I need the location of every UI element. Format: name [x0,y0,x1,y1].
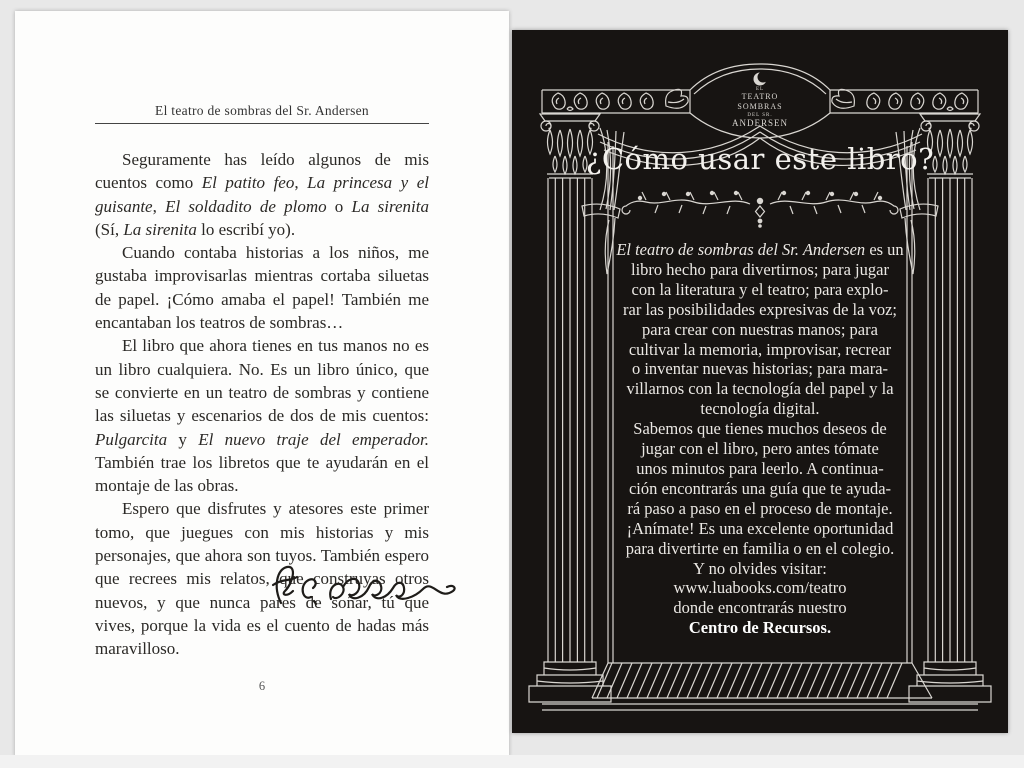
text-line: unos minutos para leerlo. A continua- [636,458,884,478]
svg-text:ANDERSEN: ANDERSEN [731,118,789,128]
text-line: o inventar nuevas historias; para mara- [631,359,889,379]
right-book-page [512,30,1008,733]
paragraph: Seguramente has leído algunos de mis cuentos como El patito feo, La princesa y el guisante, El soldadito de plomo o La sirenita (Sí, La sirenita lo escribí yo). [95,150,430,239]
svg-text:TEATRO: TEATRO [741,92,779,101]
right-page-body [596,240,924,638]
text-line: para crear con nuestras manos; para [642,319,878,339]
chapter-title: ¿Cómo usar este libro? [585,142,935,176]
text-line: ción encontrarás una guía que te ayuda- [628,478,892,498]
text-line: Sabemos que tienes muchos deseos de [633,419,887,439]
svg-text:EL: EL [755,87,765,92]
paragraph: Espero que disfrutes y atesores este primer tomo, que juegues con mis historias y mis personajes, que ahora son tuyos. También espero que recrees mis relatos, que construyas otros nuevos, y que nunca pares de soñar, tú que vives, porque la vida es el cuento de hadas más maravilloso. [95,499,429,659]
text-line: rar las posibilidades expresivas de la voz; [623,299,897,319]
website-link[interactable]: www.luabooks.com/teatro [673,578,847,598]
page-number: 6 [258,679,266,693]
stage-floor-slats [597,663,902,698]
header-rule [95,123,429,124]
running-header: El teatro de sombras del Sr. Andersen [155,103,369,118]
svg-text:SOMBRAS: SOMBRAS [737,102,783,111]
andersen-signature [267,557,459,619]
bottom-margin-strip [0,755,1024,768]
swan-icon [666,89,689,108]
text-line: donde encontrarás nuestro [673,598,847,618]
svg-text:DEL SR.: DEL SR. [747,113,773,118]
text-line: tecnología digital. [700,399,820,419]
text-line: Y no olvides visitar: [693,558,827,578]
text-line: jugar con el libro, pero antes tómate [641,439,879,459]
text-line: cultivar la memoria, improvisar, recrear [628,339,892,359]
flourish-divider [622,191,898,227]
text-line: El teatro de sombras del Sr. Andersen es un [616,240,904,259]
text-line: con la literatura y el teatro; para explo- [631,279,889,299]
paragraph: Cuando contaba historias a los niños, me gustaba improvisarlas mientras cortaba siluetas de papel. ¡Cómo amaba el papel! También me encantaban los teatros de sombras… [95,243,429,333]
left-book-page [15,11,509,757]
paragraph: El libro que ahora tienes en tus manos no es un libro cualquiera. No. Es un libro único, que se convierte en un teatro de sombras y contiene las siluetas y escenarios de dos de mis cuentos: Pulgarcita y El nuevo traje del emperador. También trae los libretos que te ayudarán en el montaje de las obras. [95,336,429,496]
text-line: rá paso a paso en el proceso de montaje. [627,498,893,518]
text-line: para divertirte en familia o en el colegio. [625,538,895,558]
text-line: libro hecho para divertirnos; para jugar [631,259,889,279]
text-line: ¡Anímate! Es una excelente oportunidad [626,518,894,538]
text-line: villarnos con la tecnología del papel y la [626,379,894,399]
text-line: Centro de Recursos. [688,618,832,638]
